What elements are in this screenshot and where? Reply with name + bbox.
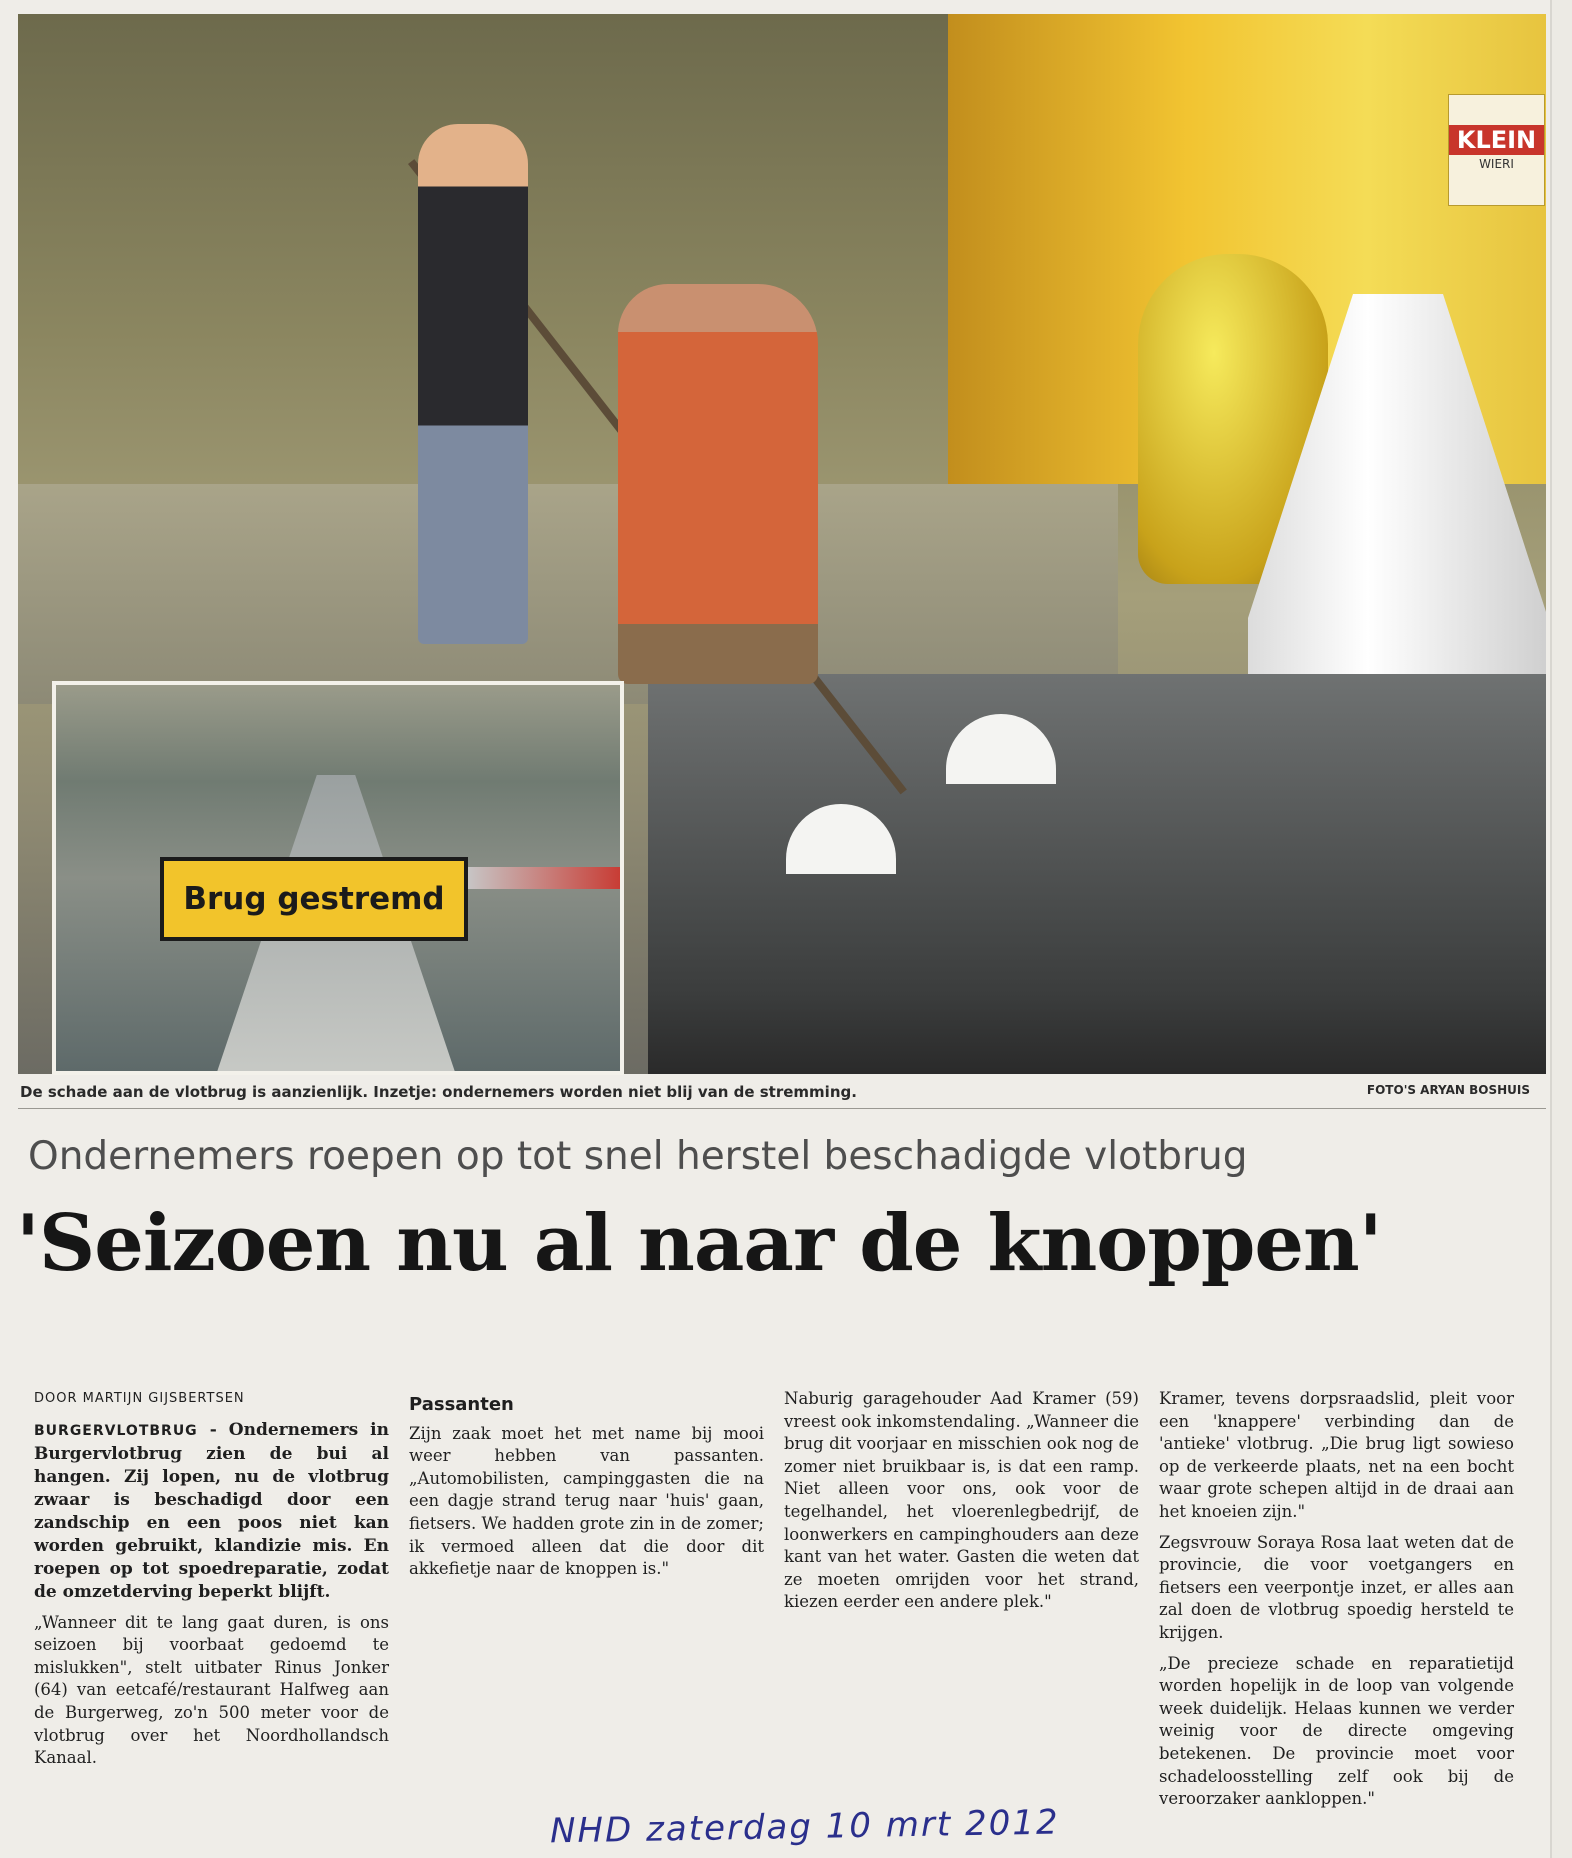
- company-logo: [1448, 94, 1545, 206]
- closed-sign: Brug gestremd: [160, 857, 468, 941]
- barrier: [466, 867, 624, 889]
- column-2: [409, 1388, 764, 1589]
- divider: [18, 1108, 1546, 1109]
- logo-text: KLEIN: [1449, 125, 1544, 155]
- damaged-hull: [648, 674, 1546, 1074]
- handwritten-date: NHD zaterdag 10 mrt 2012: [549, 1802, 1060, 1852]
- dateline: BURGERVLOTBRUG: [34, 1422, 198, 1439]
- headline: 'Seizoen nu al naar de knoppen': [16, 1198, 1382, 1289]
- article-body: [34, 1388, 1534, 1808]
- paragraph: „De precieze schade en reparatietijd worden hopelijk in de loop van volgende week duidelijk. Helaas kunnen we verder weinig voor de directe omgeving betekenen. De provincie moet voor schadeloosstelling zelf ook bij de veroorzaker aankloppen.": [1159, 1653, 1514, 1809]
- worker-orange: [618, 284, 818, 684]
- kicker: Ondernemers roepen op tot snel herstel beschadigde vlotbrug: [28, 1134, 1248, 1179]
- paragraph: „Wanneer dit te lang gaat duren, is ons seizoen bij voorbaat gedoemd te mislukken", stelt uitbater Rinus Jonker (64) van eetcafé/restaurant Halfweg aan de Burgerweg, zo'n 500 meter voor de vlotbrug over het Noordhollandsch Kanaal.: [34, 1612, 389, 1768]
- lead-paragraph: [34, 1419, 389, 1604]
- subheading: Passanten: [409, 1394, 514, 1415]
- byline: DOOR MARTIJN GIJSBERTSEN: [34, 1391, 245, 1406]
- logo-subtext: WIERI: [1479, 157, 1514, 171]
- inset-photo: [52, 681, 624, 1075]
- photo-credit: FOTO'S ARYAN BOSHUIS: [1366, 1083, 1530, 1097]
- paragraph: Zegsvrouw Soraya Rosa laat weten dat de provincie, die voor voetgangers en fietsers een veerpontje inzet, er alles aan zal doen de vlotbrug spoedig hersteld te krijgen.: [1159, 1532, 1514, 1642]
- column-3: [784, 1388, 1139, 1622]
- paragraph: Kramer, tevens dorpsraadslid, pleit voor een 'knappere' verbinding dan de 'antieke' vlotbrug. „Die brug ligt sowieso op de verkeerde plaats, net na een bocht waar grote schepen altijd in de draai aan het knoeien zijn.": [1159, 1389, 1514, 1521]
- paragraph: Zijn zaak moet het met name bij mooi weer hebben van passanten. „Automobilisten, campinggasten die na een dagje strand terug naar 'huis' gaan, fietsers. We hadden grote zin in de zomer; ik vermoed alleen dat die door dit akkefietje naar de knoppen is.": [409, 1423, 764, 1579]
- lead-text: - Ondernemers in Burgervlotbrug zien de bui al hangen. Zij lopen, nu de vlotbrug zwaar is beschadigd door een zandschip en een poos niet kan worden gebruikt, klandizie mis. En roepen op tot spoedreparatie, zodat de omzetderving beperkt blijft.: [34, 1419, 389, 1602]
- paragraph: Naburig garagehouder Aad Kramer (59) vreest ook inkomstendaling. „Wanneer die brug dit voorjaar en misschien ook nog de zomer niet bruikbaar is, is dat een ramp. Niet alleen voor ons, ook voor de tegelhandel, het vloerenlegbedrijf, de loonwerkers en campinghouders aan deze kant van het water. Gasten die weten dat ze moeten omrijden voor het strand, kiezen eerder een andere plek.": [784, 1389, 1139, 1612]
- bridge-deck: [18, 484, 1118, 704]
- column-4: [1159, 1388, 1514, 1819]
- photo-caption: De schade aan de vlotbrug is aanzienlijk. Inzetje: ondernemers worden niet blij van de stremming.: [20, 1083, 857, 1101]
- worker-standing: [418, 124, 528, 644]
- column-1: [34, 1388, 389, 1778]
